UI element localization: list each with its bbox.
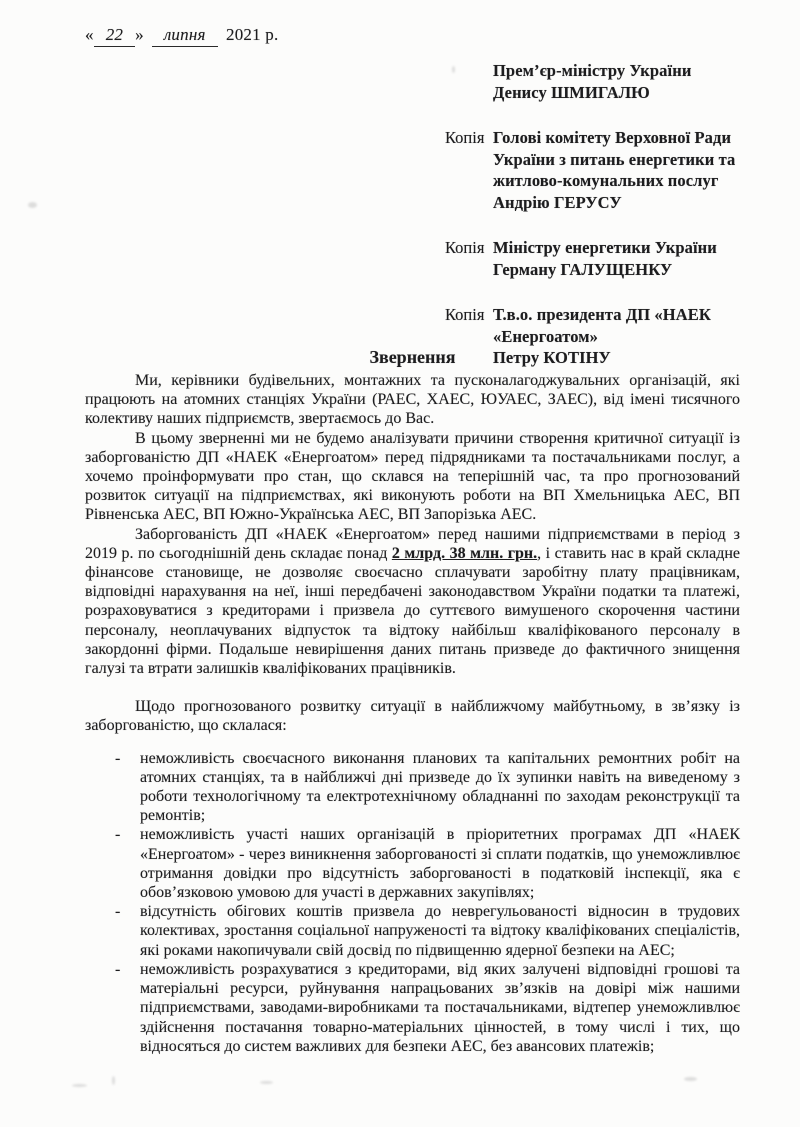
list-item-programs xyxy=(85,825,740,902)
recipient-line: Денису ШМИГАЛЮ xyxy=(493,82,650,102)
scan-artifact xyxy=(28,202,37,208)
list-item-text: відсутність обігових коштів призвела до неврегульованості відносин в трудових колективах, зростання соціальної напруженості та відтоку кваліфікованих спеціалістів, які роками накопичували свій досвід по підвищенню ядерної безпеки на АЕС; xyxy=(140,903,740,959)
recipient-line: Т.в.о. президента ДП «НАЕК xyxy=(493,305,711,324)
consequences-list xyxy=(85,749,740,1056)
list-item-text: неможливість своєчасного виконання планових та капітальних ремонтних робіт на атомних станціях, та в найближчі дні призведе до їх зупинки навіть на виведеному з роботи технологічному та електротехнічному обладнанні по заходам реконструкції та ремонтів; xyxy=(140,749,740,825)
dash-marker: - xyxy=(115,826,121,844)
scan-artifact xyxy=(72,1084,87,1087)
copy-label: Копія xyxy=(445,305,485,324)
date-open-quote: « xyxy=(85,25,94,44)
list-item-creditors xyxy=(85,960,740,1056)
list-item-repairs xyxy=(85,749,740,826)
recipient-line: житлово-комунальних послуг xyxy=(493,171,719,190)
paragraph-debt xyxy=(85,525,740,679)
list-item-text: неможливість розрахуватися з кредиторами, від яких залучені відповідні грошові та матеріальні ресурси, руйнування напрацьованих зв’язків на довірі між нашими підприємствами, заводами-виробниками та постачальниками, відтепер унеможливлює здійснення постачання товарно-матеріальних цінностей, в тому числі і тих, що відносяться до систем важливих для безпеки АЕС, без авансових платежів; xyxy=(140,960,740,1055)
recipients-block xyxy=(445,60,775,393)
debt-amount: 2 млрд. 38 млн. грн. xyxy=(391,544,538,562)
paragraph-forecast-lead: Щодо прогнозованого розвитку ситуації в найближчому майбутньому, в зв’язку із заборгованістю, що склалася: xyxy=(85,698,740,735)
list-item-staff xyxy=(85,902,740,960)
scan-artifact xyxy=(112,1076,115,1085)
scan-artifact xyxy=(452,66,455,73)
date-day: 22 xyxy=(94,25,135,47)
scan-artifact xyxy=(260,1081,273,1084)
recipient-energy-minister xyxy=(445,237,775,280)
letter-body xyxy=(85,371,740,1056)
recipient-lines xyxy=(493,60,691,103)
paragraph-intro: Ми, керівники будівельних, монтажних та пусконалагоджувальних організацій, які працюють на атомних станціях України (РАЕС, ХАЕС, ЮУАЕС, ЗАЕС), від імені тисячного колективу наших підприємств, звертаємось до Вас. xyxy=(85,372,740,428)
date-year: 2021 р. xyxy=(226,25,279,44)
recipient-lines xyxy=(493,127,735,213)
recipient-line: Петру КОТІНУ xyxy=(493,348,611,367)
recipient-line: Міністру енергетики України xyxy=(493,238,717,257)
recipient-line: України з питань енергетики та xyxy=(493,149,736,169)
dash-marker: - xyxy=(115,960,121,978)
copy-label: Копія xyxy=(445,238,485,257)
recipient-line: Андрію ГЕРУСУ xyxy=(493,192,622,212)
recipient-line: Голові комітету Верховної Ради xyxy=(493,128,732,147)
date-line xyxy=(85,25,278,47)
recipient-line: Герману ГАЛУЩЕНКУ xyxy=(493,259,673,279)
paragraph-debt-before: Заборгованість ДП «НАЕК «Енергоатом» перед нашими підприємствами в період з 2019 р. по сьогоднішній день складає понад xyxy=(85,525,740,562)
dash-marker: - xyxy=(115,749,121,767)
scan-artifact xyxy=(684,1077,697,1081)
date-month: липня xyxy=(152,25,218,47)
dash-marker: - xyxy=(115,903,121,921)
paragraph-debt-after: , і ставить нас в край складне фінансове становище, не дозволяє своєчасно сплачувати заробітну плату працівникам, відповідні нарахування на неї, інші передбачені законодавством України податки та платежі, розраховуватися з кредиторами і призвела до суттєвого вимушеного скорочення частини персоналу, неоплачуваних відпусток та відтоку найбільш кваліфікованого персоналу в закордонні фірми. Подальше невирішення даних питань призведе до фактичного знищення галузі та втрати залишків кваліфікованих працівників. xyxy=(85,544,740,678)
recipient-prime-minister xyxy=(445,60,775,103)
recipient-line: «Енергоатом» xyxy=(493,326,598,346)
recipient-lines xyxy=(493,237,717,280)
document-title: Звернення xyxy=(369,347,456,367)
copy-label: Копія xyxy=(445,128,485,147)
recipient-line: Прем’єр-міністру України xyxy=(493,61,692,80)
date-close-quote: » xyxy=(135,25,144,44)
recipient-committee-head xyxy=(445,127,775,213)
list-item-text: неможливість участі наших організацій в пріоритетних програмах ДП «НАЕК «Енергоатом» - через виникнення заборгованості зі сплати податків, що унеможливлює отримання довідки про відсутність заборгованості в податковій інспекції, яка є обов’язковою умовою для участі в державних закупівлях; xyxy=(140,826,740,902)
paragraph-situation: В цьому зверненні ми не будемо аналізувати причини створення критичної ситуації із заборгованістю ДП «НАЕК «Енергоатом» перед підрядниками та постачальниками послуг, а хочемо проінформувати про стан, що склався на теперішній час, та про прогнозований розвиток ситуації на підприємствах, які виконують роботи на ВП Хмельницька АЕС, ВП Рівненська АЕС, ВП Южно-Українська АЕС, ВП Запорізька АЕС. xyxy=(85,429,740,524)
